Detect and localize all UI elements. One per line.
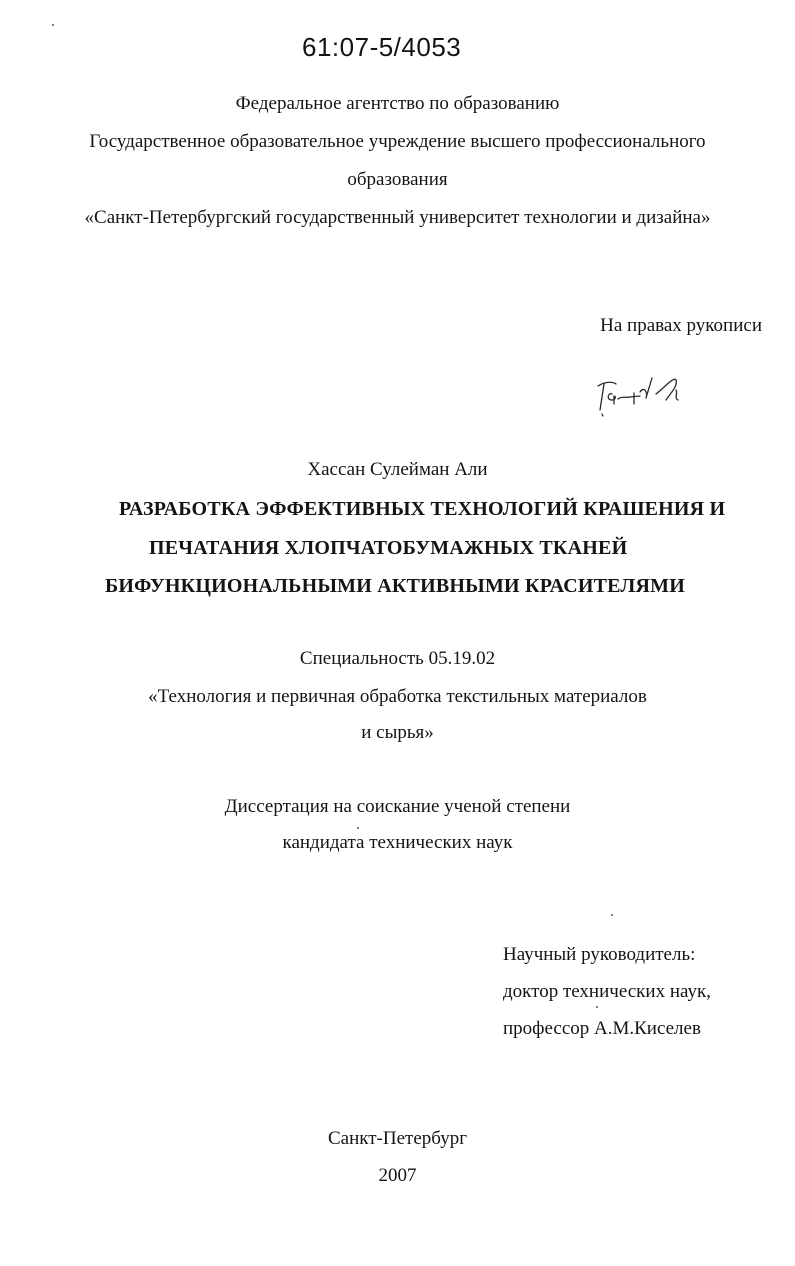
handwritten-signature bbox=[590, 366, 690, 421]
title-line-1: РАЗРАБОТКА ЭФФЕКТИВНЫХ ТЕХНОЛОГИЙ КРАШЕНИЯ И bbox=[119, 498, 726, 520]
specialty-label: Специальность 05.19.02 bbox=[299, 648, 496, 669]
institution-line-2: образования bbox=[347, 169, 448, 190]
specialty-name-line-1: «Технология и первичная обработка текстильных материалов bbox=[148, 686, 647, 707]
agency-name: Федеральное агентство по образованию bbox=[235, 93, 560, 114]
supervisor-degree: доктор технических наук, bbox=[503, 981, 711, 1002]
university-name: «Санкт-Петербургский государственный университет технологии и дизайна» bbox=[84, 207, 711, 228]
manuscript-note: На правах рукописи bbox=[600, 315, 762, 336]
city: Санкт-Петербург bbox=[327, 1128, 467, 1149]
author-name: Хассан Сулейман Али bbox=[307, 459, 488, 480]
title-line-3: БИФУНКЦИОНАЛЬНЫМИ АКТИВНЫМИ КРАСИТЕЛЯМИ bbox=[105, 575, 686, 597]
degree-line-1: Диссертация на соискание ученой степени bbox=[224, 796, 571, 817]
archive-code: 61:07-5/4053 bbox=[302, 32, 462, 62]
supervisor-label: Научный руководитель: bbox=[503, 944, 696, 965]
scan-speck bbox=[357, 827, 359, 829]
scan-speck bbox=[52, 24, 54, 26]
degree-line-2: кандидата технических наук bbox=[282, 832, 513, 853]
title-line-2: ПЕЧАТАНИЯ ХЛОПЧАТОБУМАЖНЫХ ТКАНЕЙ bbox=[149, 537, 628, 559]
scan-speck bbox=[611, 914, 613, 916]
institution-line-1: Государственное образовательное учреждение высшего профессионального bbox=[89, 131, 706, 152]
supervisor-name: профессор А.М.Киселев bbox=[503, 1018, 701, 1039]
specialty-name-line-2: и сырья» bbox=[361, 722, 434, 743]
scan-speck bbox=[596, 1006, 598, 1008]
year: 2007 bbox=[378, 1165, 417, 1186]
